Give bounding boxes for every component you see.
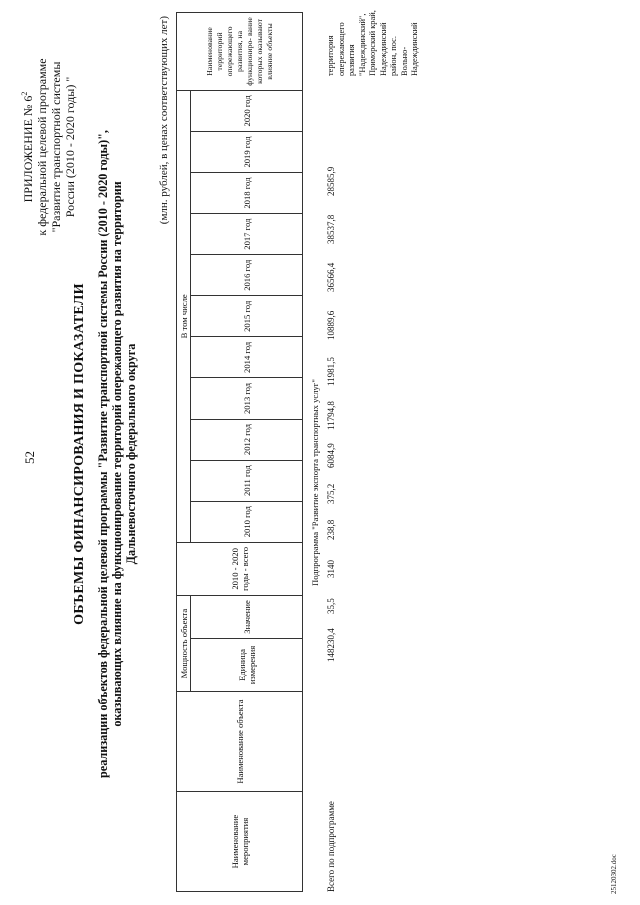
- subtitle-line1: реализации объектов федеральной целевой программы "Развитие транспортной системы России (2010 - 2020 годы)",: [96, 130, 110, 778]
- subtitle-line2: оказывающих влияние на функционирование территорий опережающего развития на территории: [110, 181, 124, 727]
- header-year-2016: 2016 год: [191, 255, 303, 296]
- header-year-2017: 2017 год: [191, 214, 303, 255]
- header-year-2013: 2013 год: [191, 378, 303, 419]
- header-value: Значение: [191, 596, 303, 639]
- header-year-2015: 2015 год: [191, 296, 303, 337]
- rotated-content: [12, 12, 630, 896]
- header-capacity: Мощность объекта: [177, 596, 191, 692]
- doc-code: 25120302.doc: [610, 854, 618, 894]
- subprogram-title: Подпрограмма "Развитие экспорта транспортных услуг": [310, 379, 320, 586]
- document-subtitle: [96, 82, 138, 826]
- header-total: 2010 - 2020 годы - всего: [177, 542, 303, 595]
- total-row-territory: территория опережающего развития "Надеждинский", Приморский край, Надеждинский район, пос. Вольно- Надеждинский: [326, 10, 419, 76]
- header-year-2018: 2018 год: [191, 173, 303, 214]
- appendix-line2: к федеральной целевой программе: [35, 58, 49, 236]
- appendix-title: ПРИЛОЖЕНИЕ № 6: [21, 95, 35, 203]
- total-value-2017: 10889,6: [326, 310, 336, 340]
- header-territory: Наименование территорий опережающего развития, на функциониро- вание которых оказывают влияние объекты: [177, 13, 303, 91]
- header-year-2020: 2020 год: [191, 90, 303, 131]
- units-note: (млн. рублей, в ценах соответствующих лет): [158, 16, 170, 225]
- total-value-2020: 28585,9: [326, 166, 336, 196]
- appendix-sup: 2: [20, 91, 29, 96]
- page-number: 52: [22, 451, 37, 464]
- header-year-2010: 2010 год: [191, 501, 303, 542]
- header-event: Наименование мероприятия: [177, 792, 303, 892]
- total-value-2018: 36566,4: [326, 262, 336, 292]
- total-value-2013: 375,2: [326, 483, 336, 504]
- total-value-2010: 35,5: [326, 598, 336, 614]
- total-row-label: Всего по подпрограмме: [326, 801, 336, 892]
- total-value-2015: 11794,8: [326, 401, 336, 430]
- document-title: ОБЪЕМЫ ФИНАНСИРОВАНИЯ И ПОКАЗАТЕЛИ: [72, 283, 87, 625]
- financing-table-header: [176, 12, 303, 892]
- appendix-line4: России (2010 - 2020 годы) ": [63, 76, 77, 218]
- header-including: В том числе: [177, 90, 191, 542]
- header-unit: Единица измерения: [191, 638, 303, 691]
- total-value-2011: 3140: [326, 560, 336, 578]
- subtitle-line3: Дальневосточного федерального округа: [124, 343, 138, 565]
- total-value-2019: 38537,8: [326, 214, 336, 244]
- total-value-2012: 238,8: [326, 519, 336, 540]
- appendix-line3: "Развитие транспортной системы: [49, 61, 63, 233]
- header-year-2011: 2011 год: [191, 460, 303, 501]
- appendix-header: [18, 22, 77, 272]
- header-year-2014: 2014 год: [191, 337, 303, 378]
- header-object: Наименование объекта: [177, 692, 303, 792]
- total-value-all: 148230,4: [326, 628, 336, 662]
- total-value-2014: 6084,9: [326, 443, 336, 468]
- header-year-2012: 2012 год: [191, 419, 303, 460]
- header-year-2019: 2019 год: [191, 131, 303, 172]
- total-value-2016: 11981,5: [326, 357, 336, 386]
